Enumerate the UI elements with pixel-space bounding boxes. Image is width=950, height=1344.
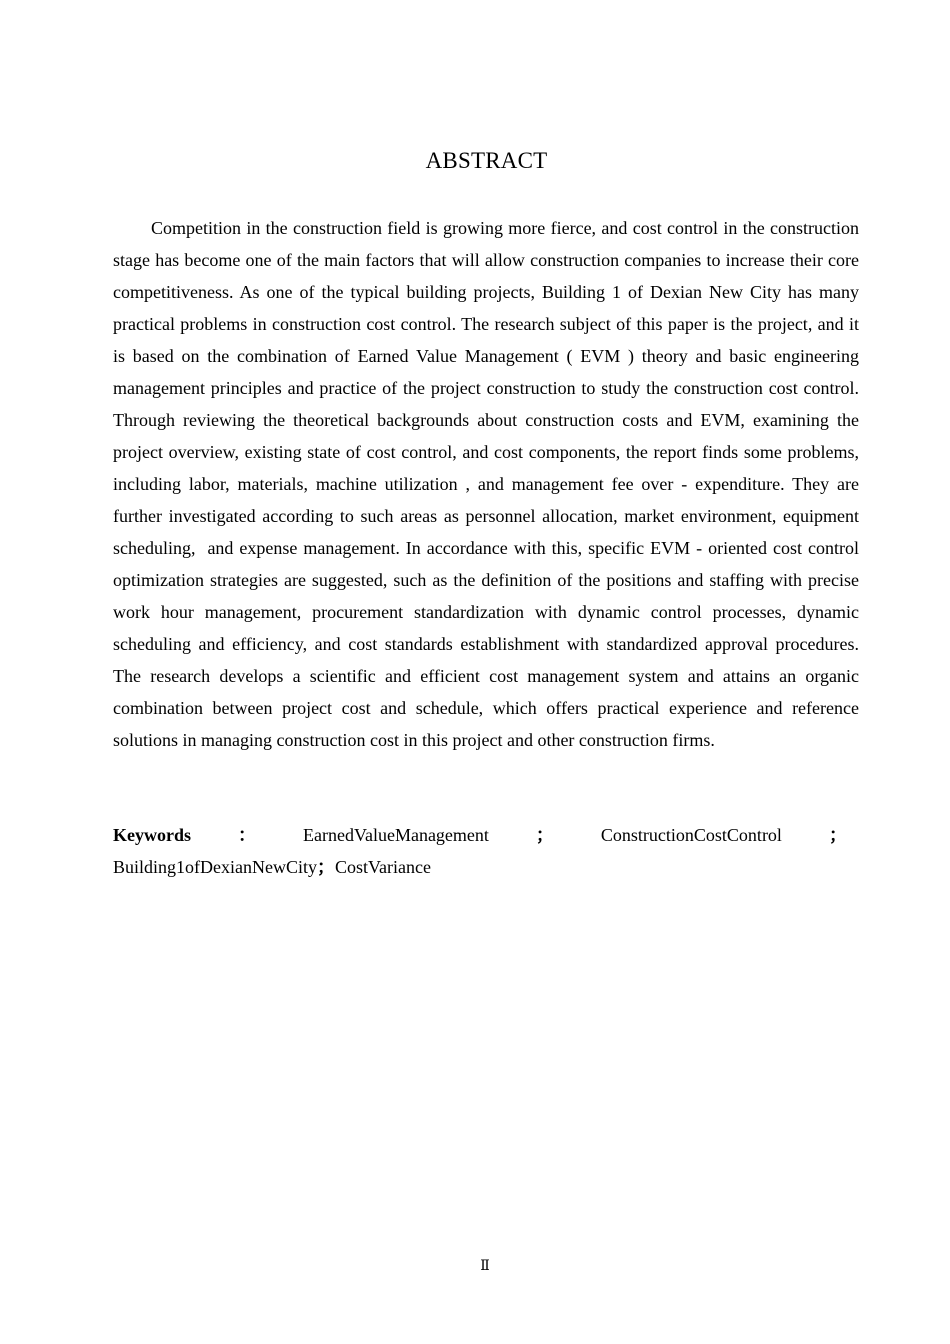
keyword-item: ConstructionCostControl xyxy=(600,825,782,845)
keywords-label: Keywords xyxy=(113,825,191,845)
keywords-section xyxy=(113,819,859,883)
keyword-item: EarnedValueManagement xyxy=(303,825,489,845)
page-number: Ⅱ xyxy=(480,1259,490,1274)
keyword-item: Building1ofDexianNewCity xyxy=(113,857,317,877)
keyword-separator: ； xyxy=(828,825,847,845)
keyword-item: CostVariance xyxy=(334,857,431,877)
keywords-colon: ： xyxy=(238,825,256,845)
keywords-line-2 xyxy=(113,851,859,883)
keyword-separator: ； xyxy=(316,857,335,877)
keywords-line-1 xyxy=(113,819,847,851)
keyword-separator: ； xyxy=(535,825,554,845)
abstract-title: ABSTRACT xyxy=(425,148,548,173)
abstract-body: Competition in the construction field is growing more fierce, and cost control in the construction stage has become one of the main factors that will allow construction companies to increase their core competitiveness. As one of the typical building projects, Building 1 of Dexian New City has many practical problems in construction cost control. The research subject of this paper is the project, and it is based on the combination of Earned Value Management ( EVM ) theory and basic engineering management principles and practice of the project construction to study the construction cost control. Through reviewing the theoretical backgrounds about construction costs and EVM, examining the project overview, existing state of cost control, and cost components, the report finds some problems, including labor, materials, machine utilization , and management fee over - expenditure. They are further investigated according to such areas as personnel allocation, market environment, equipment scheduling, and expense management. In accordance with this, specific EVM - oriented cost control optimization strategies are suggested, such as the definition of the positions and staffing with precise work hour management, procurement standardization with dynamic control processes, dynamic scheduling and efficiency, and cost standards establishment with standardized approval procedures. The research develops a scientific and efficient cost management system and attains an organic combination between project cost and schedule, which offers practical experience and reference solutions in managing construction cost in this project and other construction firms. xyxy=(113,218,859,750)
